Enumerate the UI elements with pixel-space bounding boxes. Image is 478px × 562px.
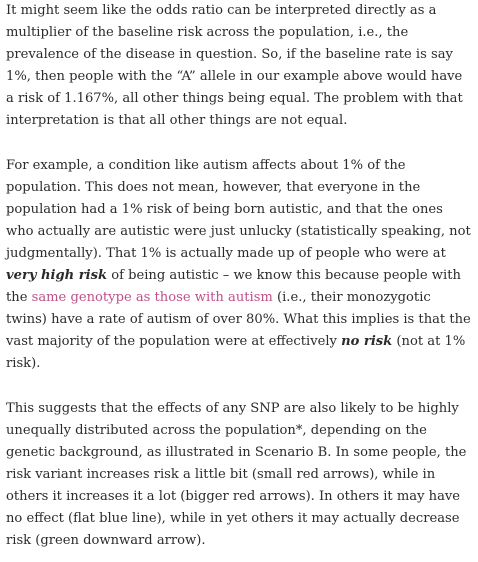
paragraph-snp-effects [6, 398, 472, 553]
paragraph-text: This suggests that the effects of any SNP are also likely to be highly unequally distributed across the population*, depending on the genetic background, as illustrated in Scenario B. In some people, the risk variant increases risk a little bit (small red arrows), while in others it increases it a lot (bigger red arrows). In others it may have no effect (flat blue line), while in yet others it may actually decrease risk (green downward arrow). [6, 400, 467, 549]
paragraph-autism-example [6, 155, 472, 376]
paragraph-text: of being autistic – we know this because people with the [6, 268, 461, 306]
paragraph-text: (not at 1% risk). [6, 334, 466, 372]
paragraph-text: It might seem like the odds ratio can be interpreted directly as a multiplier of the baseline risk across the population, i.e., the prevalence of the disease in question. So, if the baseline rate is say 1%, then people with the “A” allele in our example above would have a risk of 1.167%, all other things being equal. The problem with that interpretation is that all other things are not equal. [6, 3, 463, 129]
paragraph-text: (i.e., their monozygotic twins) have a rate of autism of over 80%. What this implies is that the vast majority of the population were at effectively [6, 290, 471, 350]
paragraph-text: For example, a condition like autism affects about 1% of the population. This does not mean, however, that everyone in the population had a 1% risk of being born autistic, and that the ones who actually are autistic were just unlucky (statistically speaking, not judgmentally). That 1% is actually made up of people who were at [6, 157, 471, 261]
genotype-autism-link[interactable]: same genotype as those with autism [31, 290, 273, 306]
emphasis-very-high-risk: very high risk [6, 268, 108, 284]
emphasis-no-risk: no risk [341, 334, 393, 350]
paragraph-odds-ratio [6, 0, 472, 133]
